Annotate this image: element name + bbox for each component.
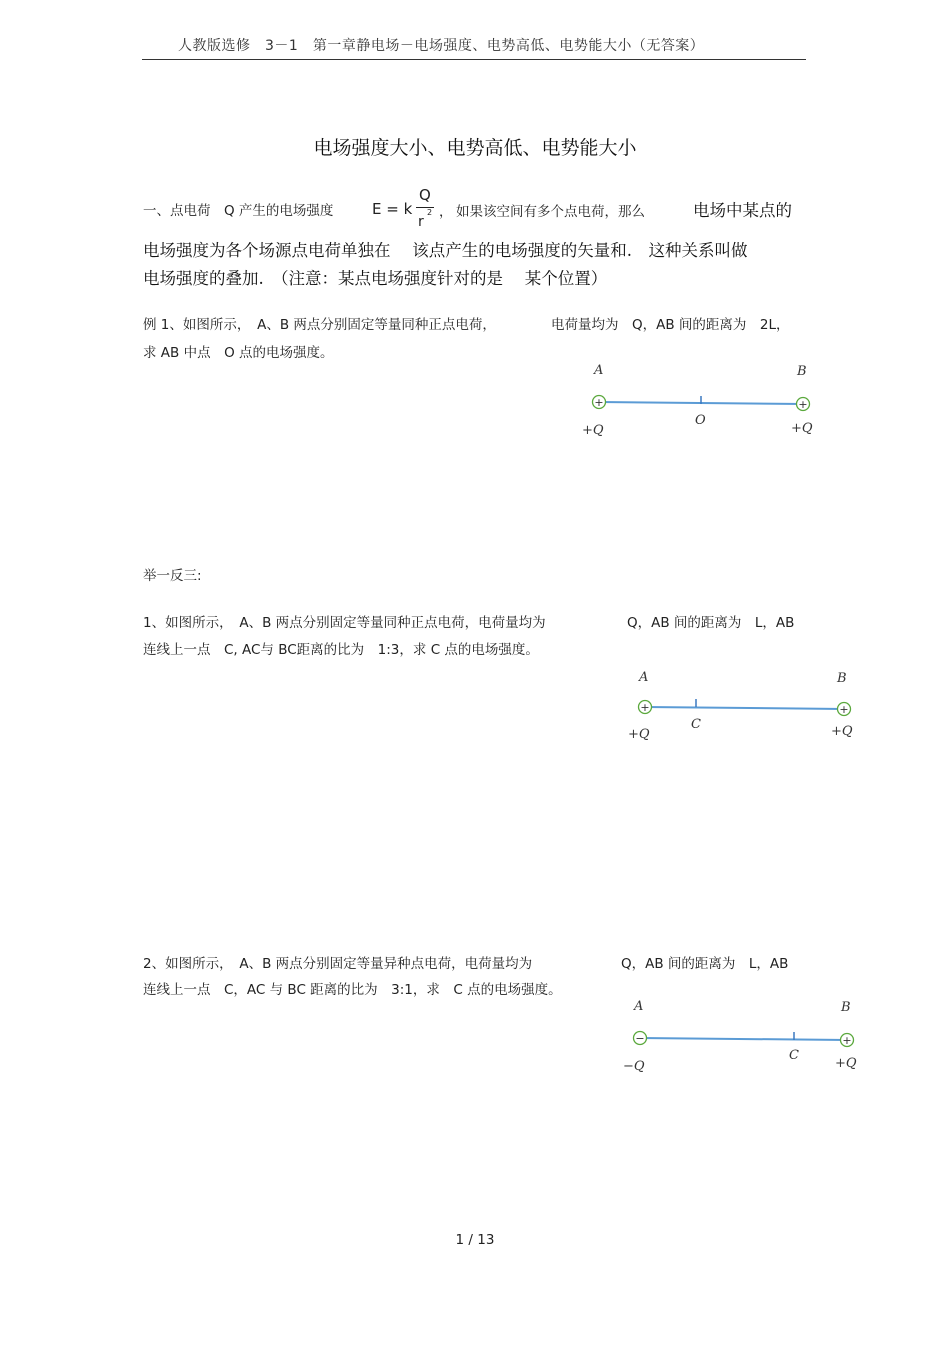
charge-a-sign: − [635, 1032, 645, 1045]
problem2-figure [610, 990, 870, 1085]
formula-lhs: E = k [372, 200, 413, 218]
charge-a-label: +Q [628, 727, 650, 742]
charge-a-sign: + [640, 701, 650, 714]
header-rule [142, 59, 806, 60]
connecting-line [640, 1038, 847, 1040]
charge-a-label: +Q [582, 423, 604, 438]
problem1-line1b: Q，AB 间的距离为 L，AB [627, 615, 795, 631]
example1-line1a: 例 1、如图所示， A、B 两点分别固定等量同种正点电荷， [143, 317, 496, 333]
charge-a-sign: + [594, 396, 604, 409]
intro-text-part3: 电场中某点的 [693, 201, 792, 220]
charge-b-label: +Q [831, 724, 853, 739]
formula-exponent: 2 [427, 208, 433, 217]
problem2-line2: 连线上一点 C，AC 与 BC 距离的比为 3:1，求 C 点的电场强度。 [143, 982, 562, 998]
charge-b-sign: + [839, 703, 849, 716]
connecting-line [645, 707, 844, 709]
formula-denominator: r [418, 214, 424, 230]
label-a: A [634, 999, 644, 1014]
page-title: 电场强度大小、电势高低、电势能大小 [313, 137, 637, 159]
label-b: B [837, 671, 847, 686]
label-mid: O [695, 413, 706, 428]
charge-b-label: +Q [835, 1056, 857, 1071]
example1-line2: 求 AB 中点 O 点的电场强度。 [143, 345, 334, 361]
charge-b-sign: + [842, 1034, 852, 1047]
charge-b-label: +Q [791, 421, 813, 436]
intro-text-part2: 如果该空间有多个点电荷，那么 [456, 204, 645, 220]
page-number: 1 / 13 [455, 1232, 495, 1248]
problem1-line1a: 1、如图所示， A、B 两点分别固定等量同种正点电荷，电荷量均为 [143, 615, 546, 631]
problem2-line1a: 2、如图所示， A、B 两点分别固定等量异种点电荷，电荷量均为 [143, 956, 533, 972]
intro-text-part1: 一、点电荷 Q 产生的电场强度 [143, 203, 334, 219]
example1-figure [570, 355, 850, 445]
label-mid: C [789, 1048, 799, 1063]
problem2-line1b: Q，AB 间的距离为 L，AB [621, 956, 789, 972]
intro-text-line2: 电场强度为各个场源点电荷单独在 该点产生的电场强度的矢量和. 这种关系叫做 [143, 241, 748, 260]
section-label: 举一反三: [143, 568, 202, 584]
label-b: B [797, 364, 807, 379]
formula-numerator: Q [419, 186, 431, 204]
charge-a-label: −Q [623, 1059, 645, 1074]
formula-comma: ， [439, 204, 453, 220]
label-b: B [841, 1000, 851, 1015]
label-a: A [639, 670, 649, 685]
label-mid: C [691, 717, 701, 732]
label-a: A [594, 363, 604, 378]
intro-text-line3: 电场强度的叠加. （注意：某点电场强度针对的是 某个位置） [143, 269, 608, 288]
problem1-figure [615, 660, 865, 755]
charge-b-sign: + [798, 398, 808, 411]
running-header: 人教版选修 3－1 第一章静电场－电场强度、电势高低、电势能大小（无答案） [178, 38, 705, 54]
example1-line1b: 电荷量均为 Q，AB 间的距离为 2L， [551, 317, 790, 333]
problem1-line2: 连线上一点 C, AC与 BC距离的比为 1:3，求 C 点的电场强度。 [143, 642, 539, 658]
